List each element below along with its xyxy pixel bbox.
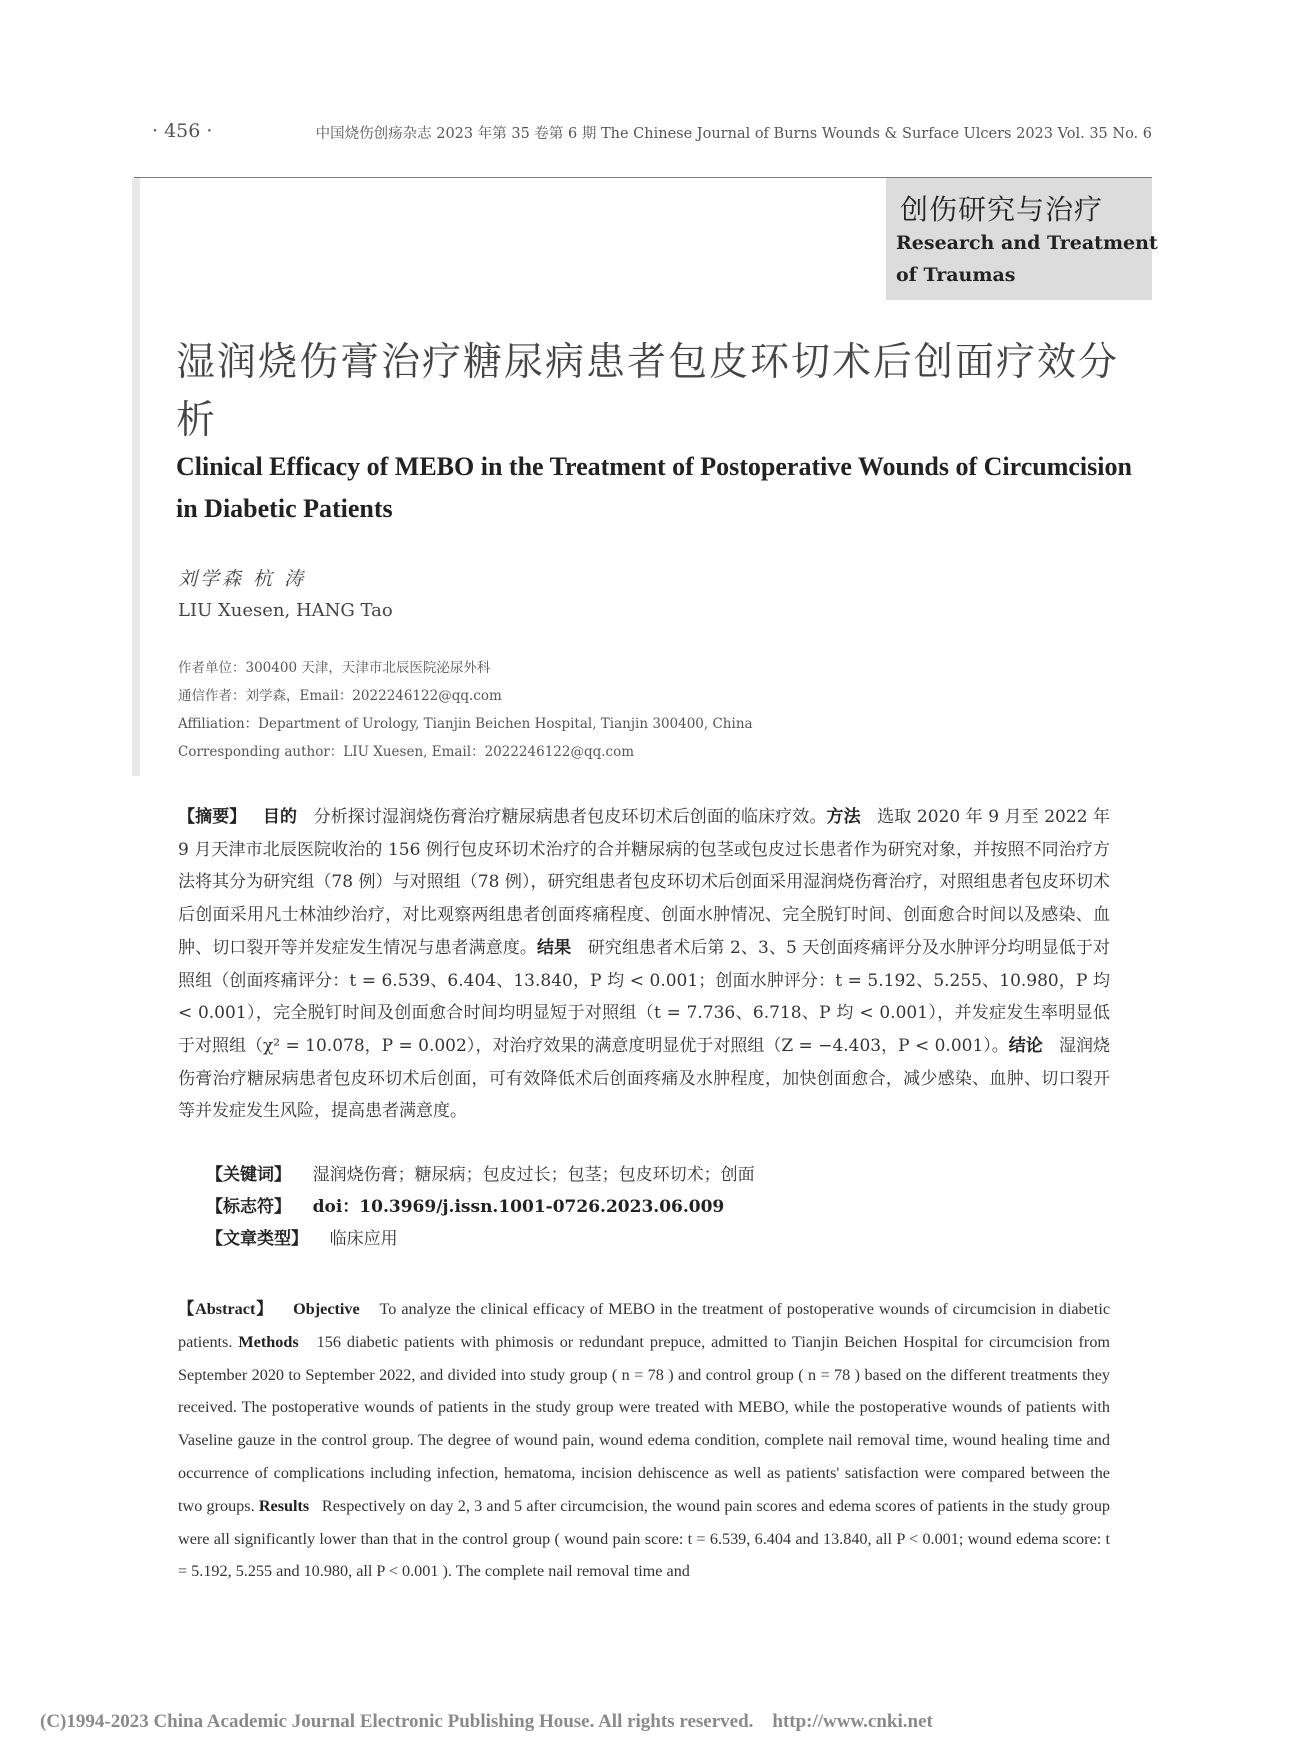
article-type-line <box>206 1224 398 1249</box>
conclusion-label-cn: 结论 <box>1008 1035 1043 1056</box>
abstract-label-cn: 【摘要】 <box>178 807 247 827</box>
copyright-footer: (C)1994-2023 China Academic Journal Electronic Publishing House. All rights reserved. http://www.cnki.net <box>40 1711 933 1732</box>
section-label-box <box>886 178 1158 300</box>
methods-label-en: Methods <box>238 1332 299 1351</box>
identifier-line <box>206 1192 724 1217</box>
abstract-cn <box>178 801 1110 1128</box>
article-title-en: Clinical Efficacy of MEBO in the Treatment of Postoperative Wounds of Circumcision in Diabetic Patients <box>176 452 1132 523</box>
article-type-value: 临床应用 <box>329 1229 398 1249</box>
left-margin-bar <box>132 178 140 776</box>
section-title-en-line1: Research and Treatment <box>896 232 1158 254</box>
doi-value: doi：10.3969/j.issn.1001-0726.2023.06.009 <box>312 1197 725 1217</box>
keywords-label: 【关键词】 <box>206 1165 291 1185</box>
affiliation-cn: 作者单位：300400 天津，天津市北辰医院泌尿外科 <box>178 660 491 676</box>
article-title-cn: 湿润烧伤膏治疗糖尿病患者包皮环切术后创面疗效分析 <box>176 340 1120 443</box>
section-title-en-line2: of Traumas <box>896 264 1016 286</box>
authors-cn: 刘学森 杭 涛 <box>178 568 307 590</box>
page-number: · 456 · <box>152 120 213 142</box>
journal-citation: 中国烧伤创疡杂志 2023 年第 35 卷第 6 期 The Chinese Journal of Burns Wounds & Surface Ulcers 2023 Vol. 35 No. 6 <box>315 126 1152 142</box>
authors-en: LIU Xuesen, HANG Tao <box>178 600 393 621</box>
methods-text-en: 156 diabetic patients with phimosis or redundant prepuce, admitted to Tianjin Beichen Hospital for circumcision from September 2020 to September 2022, and divided into study group ( n = 78 ) and control group ( n = 78 ) based on the different treatments they received. The postoperative wounds of patients in the study group were treated with MEBO, while the postoperative wounds of patients with Vaseline gauze in the control group. The degree of wound pain, wound edema condition, complete nail removal time, wound healing time and occurrence of complications including infection, hematoma, incision dehiscence as well as patients' satisfaction were compared between the two groups. <box>178 1332 1111 1515</box>
methods-label-cn: 方法 <box>826 807 861 827</box>
objective-text-cn: 分析探讨湿润烧伤膏治疗糖尿病患者包皮环切术后创面的临床疗效。 <box>313 807 827 827</box>
abstract-en <box>178 1293 1110 1588</box>
results-label-en: Results <box>258 1496 310 1515</box>
corresponding-author-cn: 通信作者：刘学森，Email：2022246122@qq.com <box>178 688 502 704</box>
running-header <box>152 118 1152 146</box>
abstract-label-en: 【Abstract】 <box>178 1300 274 1318</box>
results-text-cn: 研究组患者术后第 2、3、5 天创面疼痛评分及水肿评分均明显低于对照组（创面疼痛评分：t = 6.539、6.404、13.840，P 均 < 0.001；创面水肿评分：t = 5.192、5.255、10.980，P 均 < 0.001），完全脱钉时间及创面愈合时间均明显短于对照组（t = 7.736、6.718、P 均 < 0.001），并发症发生率明显低于对照组（χ² = 10.078，P = 0.002），对治疗效果的满意度明显优于对照组（Z = −4.403，P < 0.001）。 <box>178 937 1111 1056</box>
article-type-label: 【文章类型】 <box>206 1229 308 1249</box>
methods-text-cn: 选取 2020 年 9 月至 2022 年 9 月天津市北辰医院收治的 156 例行包皮环切术治疗的合并糖尿病的包茎或包皮过长患者作为研究对象，并按照不同治疗方法将其分为研究组（78 例）与对照组（78 例），研究组患者包皮环切术后创面采用湿润烧伤膏治疗，对照组患者包皮环切术后创面采用凡士林油纱治疗，对比观察两组患者创面疼痛程度、创面水肿情况、完全脱钉时间、创面愈合时间以及感染、血肿、切口裂开等并发症发生情况与患者满意度。 <box>178 807 1111 958</box>
objective-text-en: To analyze the clinical efficacy of MEBO in the treatment of postoperative wounds of circumcision in diabetic patients. <box>178 1300 1111 1351</box>
results-label-cn: 结果 <box>537 937 572 958</box>
affiliation-en: Affiliation：Department of Urology, Tianjin Beichen Hospital, Tianjin 300400, China <box>178 716 753 732</box>
keywords-line <box>206 1160 755 1185</box>
objective-label-en: Objective <box>293 1300 360 1318</box>
conclusion-text-cn: 湿润烧伤膏治疗糖尿病患者包皮环切术后创面，可有效降低术后创面疼痛及水肿程度，加快创面愈合，减少感染、血肿、切口裂开等并发症发生风险，提高患者满意度。 <box>178 1035 1111 1122</box>
results-text-en: Respectively on day 2, 3 and 5 after circumcision, the wound pain scores and edema scores of patients in the study group were all significantly lower than that in the control group ( wound pain score: t = 6.539, 6.404 and 13.840, all P < 0.001; wound edema score: t = 5.192, 5.255 and 10.980, all P < 0.001 ). The complete nail removal time and <box>178 1496 1111 1581</box>
objective-label-cn: 目的 <box>262 807 298 827</box>
section-title-cn: 创伤研究与治疗 <box>900 193 1104 226</box>
corresponding-author-en: Corresponding author：LIU Xuesen, Email：2022246122@qq.com <box>178 744 635 760</box>
identifier-label: 【标志符】 <box>206 1197 291 1217</box>
keywords-value: 湿润烧伤膏；糖尿病；包皮过长；包茎；包皮环切术；创面 <box>312 1165 755 1185</box>
